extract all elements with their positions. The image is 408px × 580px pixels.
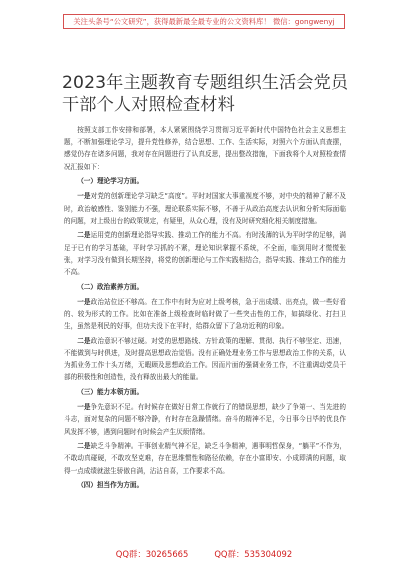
qq-group-2: QQ群：535304092 [214, 549, 293, 559]
footer-contact [0, 548, 408, 560]
item-lead: 二是 [77, 336, 91, 345]
item-text: 缺乏斗争精神。干事创业精气神不足，缺乏斗争精神，遇事明哲保身，“躺平”不作为，不敢动真碰硬，不敢攻坚克难，存在思维惯性和路径依赖，存在小富即安、小成即满的问题，取得一点成绩就滋生骄傲自满，沾沾自喜，工作要求不高。 [64, 442, 346, 475]
item-lead: 一是 [77, 403, 91, 412]
item-text: 争先意识不足。有时候存在做好日常工作就行了的错误思想，缺少了争第一、当先进的斗志，面对复杂的问题不够冷静，有时存在急躁情绪。奋斗的精神不足，今日事今日毕的优良作风发挥不够，遇到问题时有时候会产生厌烦情绪。 [64, 403, 347, 436]
document-title: 2023年主题教育专题组织生活会党员干部个人对照检查材料 [62, 73, 349, 115]
list-item [64, 229, 346, 278]
section-heading-responsibility: （四）担当作为方面。 [77, 481, 144, 490]
item-lead: 二是 [77, 442, 91, 451]
item-text: 政治意识不够过硬。对党的思想路线、方针政策的理解、贯彻、执行不够坚定、迅速，不能做到与时俱进，及时提高思想政治觉悟。没有正确处理业务工作与思想政治工作的关系，认为抓业务工作十头万绪，无暇顾及思想政治工作。因而片面的强调业务工作，不注重调动党员干部的积极性和创造性，没有释放出最大的能量。 [64, 336, 347, 382]
document-body [64, 124, 346, 494]
item-lead: 一是 [77, 297, 91, 306]
list-item [64, 401, 346, 438]
list-item [64, 190, 346, 227]
intro-paragraph: 按照支部工作安排和部署，本人紧紧围绕学习贯彻习近平新时代中国特色社会主义思想主题，不断加强理论学习，提升党性修养，结合思想、工作、生活实际，对照六个方面认真查摆，感觉仍存在诸多问题，我对存在问题进行了认真反思，提出整改措施，下面我将个人对照检查情况汇报如下： [64, 126, 346, 171]
list-item [64, 335, 346, 384]
list-item [64, 296, 346, 333]
list-item [64, 440, 346, 477]
item-text: 对党的创新理论学习缺乏“高度”。平时对国家大事重视度不够，对中央的精神了解不及时，政治敏感性、鉴别能力不强，理论联系实际不够，不善于从政治高度去认识和分析实际面临的问题，对上级出台的政策规定，有疑里，从众心理，没有及时研究细化相关制度措施。 [64, 192, 346, 225]
promo-banner: 关注头条号“公文研究”，获得最新最全最专业的公文资料库！ 微信：gongwenyj [63, 14, 345, 29]
item-lead: 一是 [77, 192, 91, 201]
section-heading-politics: （二）政治素养方面。 [77, 282, 144, 291]
item-text: 政治站位还不够高。在工作中有时为应对上级考核，急于出成绩、出亮点，做一些好看的、较为形式的工作。比如在准备上级检查时临时做了一些突击性的工作，如搞绿化、打扫卫生，虽然是利民的好事，但功夫没下在平时，给群众留下了急功近利的印象。 [64, 297, 347, 331]
item-lead: 二是 [77, 231, 91, 240]
qq-group-1: QQ群：30265665 [115, 549, 189, 559]
item-text: 运用党的创新理论指导实践、推动工作的能力不高。有时浅薄的认为平时学的足够，满足于已有的学习基础，平时学习抓的不紧，理论知识掌握不系统，不全面，临到用时才慌慌张张，对学习没有做到长期坚持，将党的创新理论与工作实践相结合，指导实践、推动工作的能力不高。 [64, 231, 347, 277]
section-heading-theory: （一）理论学习方面。 [77, 177, 144, 186]
section-heading-ability: （三）能力本领方面。 [77, 388, 144, 397]
